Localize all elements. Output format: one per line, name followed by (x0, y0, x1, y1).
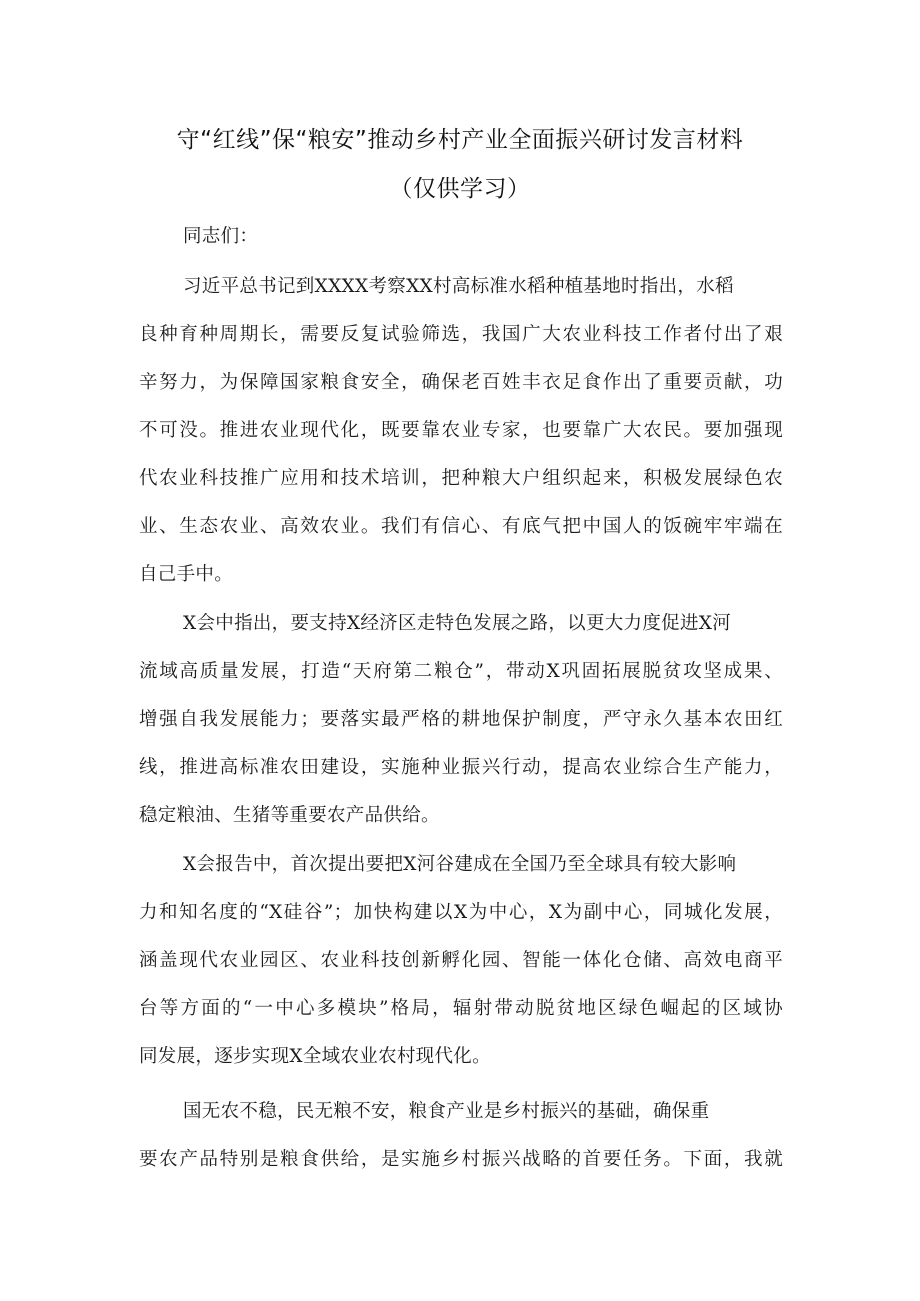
document-title: 守“红线”保“粮安”推动乡村产业全面振兴研讨发言材料 (176, 127, 744, 153)
paragraph-2-line-3: 增强自我发展能力；要落实最严格的耕地保护制度，严守永久基本农田红 (139, 709, 783, 730)
paragraph-2-line-2: 流域高质量发展，打造“天府第二粮仓”，带动X巩固拓展脱贫攻坚成果、 (139, 661, 783, 682)
paragraph-2-line-1: X会中指出，要支持X经济区走特色发展之路，以更大力度促进X河 (183, 613, 732, 634)
paragraph-1-line-6: 业、生态农业、高效农业。我们有信心、有底气把中国人的饭碗牢牢端在 (139, 516, 783, 537)
paragraph-3-line-2: 力和知名度的“X硅谷”；加快构建以X为中心，X为副中心，同城化发展， (139, 902, 783, 923)
paragraph-3-line-3: 涵盖现代农业园区、农业科技创新孵化园、智能一体化仓储、高效电商平 (139, 950, 783, 971)
paragraph-1-line-2: 良种育种周期长，需要反复试验筛选，我国广大农业科技工作者付出了艰 (139, 324, 783, 345)
paragraph-2-line-5: 稳定粮油、生猪等重要农产品供给。 (139, 805, 440, 826)
paragraph-4-line-1: 国无农不稳，民无粮不安，粮食产业是乡村振兴的基础，确保重 (183, 1101, 710, 1122)
paragraph-1-line-7: 自己手中。 (139, 564, 234, 585)
paragraph-2-line-4: 线，推进高标准农田建设，实施种业振兴行动，提高农业综合生产能力， (139, 757, 783, 778)
paragraph-3-line-1: X会报告中，首次提出要把X河谷建成在全国乃至全球具有较大影响 (183, 854, 737, 875)
paragraph-4-line-2: 要农产品特别是粮食供给，是实施乡村振兴战略的首要任务。下面，我就 (139, 1149, 783, 1170)
paragraph-3-line-5: 同发展，逐步实现X全域农业农村现代化。 (139, 1046, 491, 1067)
paragraph-1-line-3: 辛努力，为保障国家粮食安全，确保老百姓丰衣足食作出了重要贡献，功 (139, 372, 783, 393)
document-subtitle: （仅供学习） (389, 176, 531, 202)
salutation: 同志们： (183, 226, 259, 247)
paragraph-3-line-4: 台等方面的“一中心多模块”格局，辐射带动脱贫地区绿色崛起的区域协 (139, 998, 783, 1019)
paragraph-1-line-1: 习近平总书记到XXXX考察XX村高标准水稻种植基地时指出，水稻 (183, 276, 734, 297)
paragraph-1-line-5: 代农业科技推广应用和技术培训，把种粮大户组织起来，积极发展绿色农 (139, 468, 783, 489)
paragraph-1-line-4: 不可没。推进农业现代化，既要靠农业专家，也要靠广大农民。要加强现 (139, 420, 783, 441)
